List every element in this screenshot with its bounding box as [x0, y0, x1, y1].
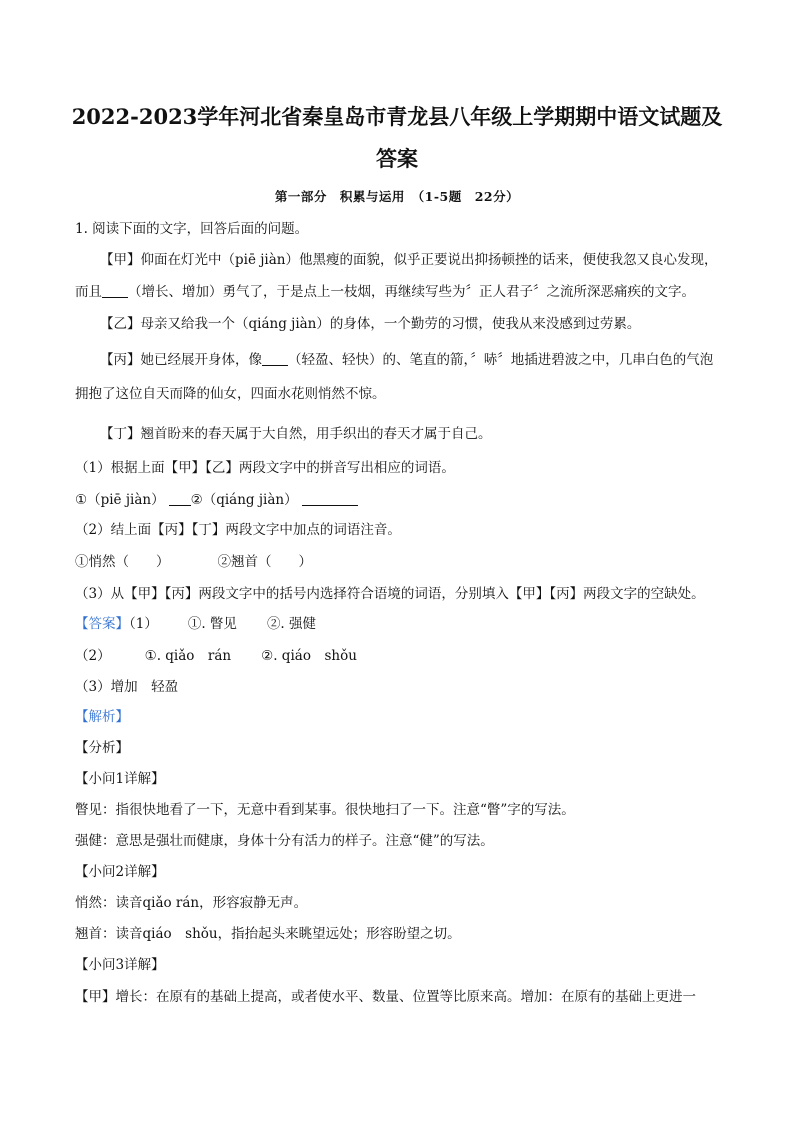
fill-blank [262, 351, 288, 366]
passage-jia-line2-start: 而且 [75, 284, 102, 300]
answer-2-item-2: ②. qiáo shǒu [261, 648, 357, 664]
analysis-q2-line2: 翘首：读音qiáo shǒu，指抬起头来眺望远处；形容盼望之切。 [75, 926, 461, 942]
fill-blank [102, 283, 128, 298]
answer-line-1 [75, 614, 316, 634]
answer-line-2 [75, 646, 357, 666]
passage-bing-line1-start: 【丙】她已经展开身体，像 [100, 352, 262, 368]
analysis-fenxi: 【分析】 [75, 740, 129, 756]
question-stem: 1. 阅读下面的文字，回答后面的问题。 [75, 221, 309, 237]
subquestion-1-blanks [75, 490, 358, 510]
analysis-q3-line1: 【甲】增长：在原有的基础上提高，或者使水平、数量、位置等比原来高。增加：在原有的基础上更进一 [75, 989, 696, 1005]
blank-1-label: ①（piē jiàn） [75, 492, 165, 508]
fill-blank [169, 491, 191, 506]
answer-1-number: （1） [129, 616, 158, 632]
fill-blank [302, 491, 358, 506]
answer-1-item-2: ②. 强健 [266, 616, 317, 632]
subquestion-2: （2）结上面【丙】【丁】两段文字中加点的词语注音。 [75, 522, 401, 538]
passage-yi: 【乙】母亲又给我一个（qiáng jiàn）的身体，一个勤劳的习惯，使我从来没感到过劳累。 [100, 316, 641, 332]
analysis-q1-line1: 瞥见：指很快地看了一下，无意中看到某事。很快地扫了一下。注意“瞥”字的写法。 [75, 802, 575, 818]
answer-1-item-1: ①. 瞥见 [187, 616, 237, 632]
answer-2-number: （2） [75, 648, 111, 664]
analysis-label: 【解析】 [75, 709, 129, 725]
pinyin-blank-1: ①悄然（ ） [75, 554, 170, 570]
section-heading: 第一部分 积累与运用 （1-5题 22分） [274, 189, 520, 204]
document-title-line2: 答案 [376, 146, 418, 171]
subquestion-3: （3）从【甲】【丙】两段文字中的括号内选择符合语境的词语，分别填入【甲】【丙】两段文字的空缺处。 [75, 586, 705, 602]
analysis-q2-line1: 悄然：读音qiǎo rán，形容寂静无声。 [75, 895, 308, 911]
passage-jia-line2-end: （增长、增加）勇气了，于是点上一枝烟，再继续写些为〞正人君子〞之流所深恶痛疾的文字。 [128, 284, 695, 300]
analysis-q1-line2: 强健：意思是强壮而健康，身体十分有活力的样子。注意“健”的写法。 [75, 833, 494, 849]
subquestion-2-blanks [75, 552, 312, 572]
passage-bing-line1 [100, 350, 713, 370]
passage-jia-line1: 【甲】仰面在灯光中（piē jiàn）他黑瘦的面貌，似乎正要说出抑扬顿挫的话来，便使我忽又良心发现， [100, 252, 718, 268]
answer-label: 【答案】 [75, 616, 129, 632]
pinyin-blank-2: ②翘首（ ） [217, 554, 312, 570]
passage-bing-line1-end: （轻盈、轻快）的、笔直的箭，〞哧〞地插进碧波之中，几串白色的气泡 [288, 352, 714, 368]
analysis-q1-heading: 【小问1详解】 [75, 771, 165, 787]
blank-2-label: ②（qiáng jiàn） [190, 492, 298, 508]
passage-ding: 【丁】翘首盼来的春天属于大自然，用手织出的春天才属于自己。 [100, 426, 492, 442]
document-title-line1: 2022-2023学年河北省秦皇岛市青龙县八年级上学期期中语文试题及 [71, 104, 723, 129]
passage-bing-line2: 拥抱了这位自天而降的仙女，四面水花则悄然不惊。 [75, 386, 386, 402]
passage-jia-line2 [75, 282, 695, 302]
analysis-q2-heading: 【小问2详解】 [75, 864, 165, 880]
analysis-q3-heading: 【小问3详解】 [75, 957, 165, 973]
answer-line-3: （3）增加 轻盈 [75, 679, 179, 695]
answer-2-item-1: ①. qiǎo rán [144, 648, 232, 664]
subquestion-1: （1）根据上面【甲】【乙】两段文字中的拼音写出相应的词语。 [75, 460, 455, 476]
